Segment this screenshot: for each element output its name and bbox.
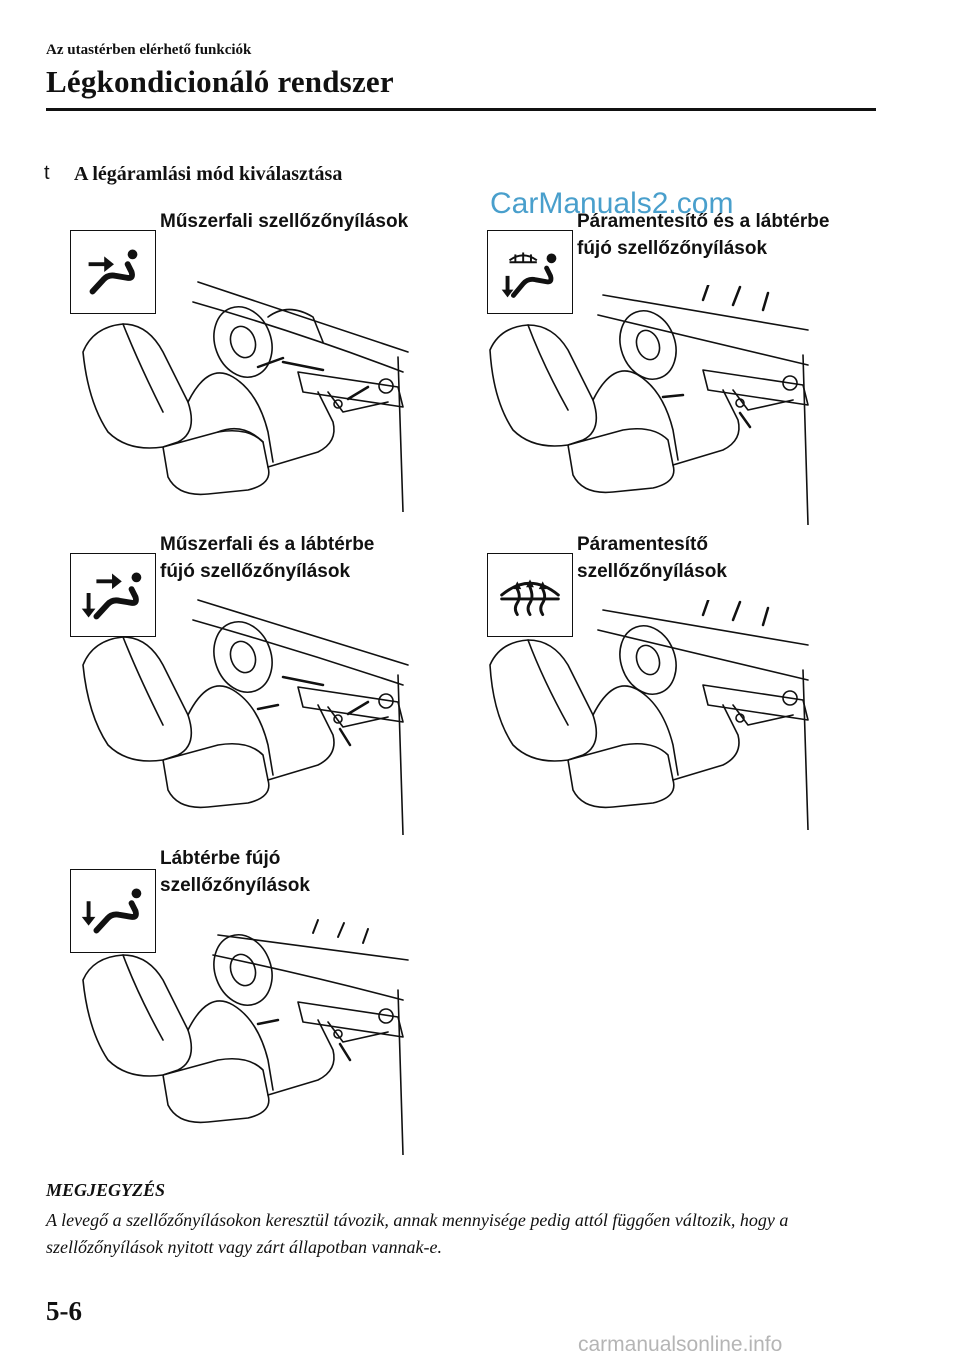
page-title: Légkondicionáló rendszer xyxy=(46,64,394,99)
mode-label-face xyxy=(160,208,408,235)
mode-label-line: fújó szellőzőnyílások xyxy=(577,238,768,259)
mode-label-defrost xyxy=(577,531,727,585)
face-floor-vent-illustration xyxy=(68,595,413,835)
face-vent-illustration xyxy=(68,262,413,512)
note-title: MEGJEGYZÉS xyxy=(46,1180,166,1200)
mode-label-line: Páramentesítő és a lábtérbe xyxy=(577,211,830,232)
watermark-bottom: carmanualsonline.info xyxy=(578,1333,783,1356)
mode-label-floor xyxy=(160,845,310,899)
running-header: Az utastérben elérhető funkciók xyxy=(46,42,252,58)
mode-label-face-floor xyxy=(160,531,374,585)
defrost-vent-illustration xyxy=(478,600,818,830)
mode-label-line: Műszerfali szellőzőnyílások xyxy=(160,211,409,232)
mode-label-line: fújó szellőzőnyílások xyxy=(160,561,351,582)
mode-label-line: Műszerfali és a lábtérbe xyxy=(160,534,375,555)
note-text: A levegő a szellőzőnyílásokon keresztül távozik, annak mennyisége pedig attól függően változik, hogy a szellőzőnyílások nyitott vagy zárt állapotban vannak-e. xyxy=(46,1210,789,1257)
mode-label-line: Páramentesítő xyxy=(577,534,708,555)
section-bullet: t xyxy=(44,162,50,184)
page-number: 5-6 xyxy=(46,1296,82,1326)
mode-label-line: Lábtérbe fújó xyxy=(160,848,281,869)
mode-label-defrost-floor xyxy=(577,208,829,262)
watermark-top: CarManuals2.com xyxy=(490,187,734,220)
defrost-floor-vent-illustration xyxy=(478,285,818,525)
mode-label-line: szellőzőnyílások xyxy=(160,875,310,896)
mode-label-line: szellőzőnyílások xyxy=(577,561,727,582)
floor-vent-illustration xyxy=(68,915,413,1155)
title-divider xyxy=(46,108,876,111)
section-title: A légáramlási mód kiválasztása xyxy=(74,163,343,185)
